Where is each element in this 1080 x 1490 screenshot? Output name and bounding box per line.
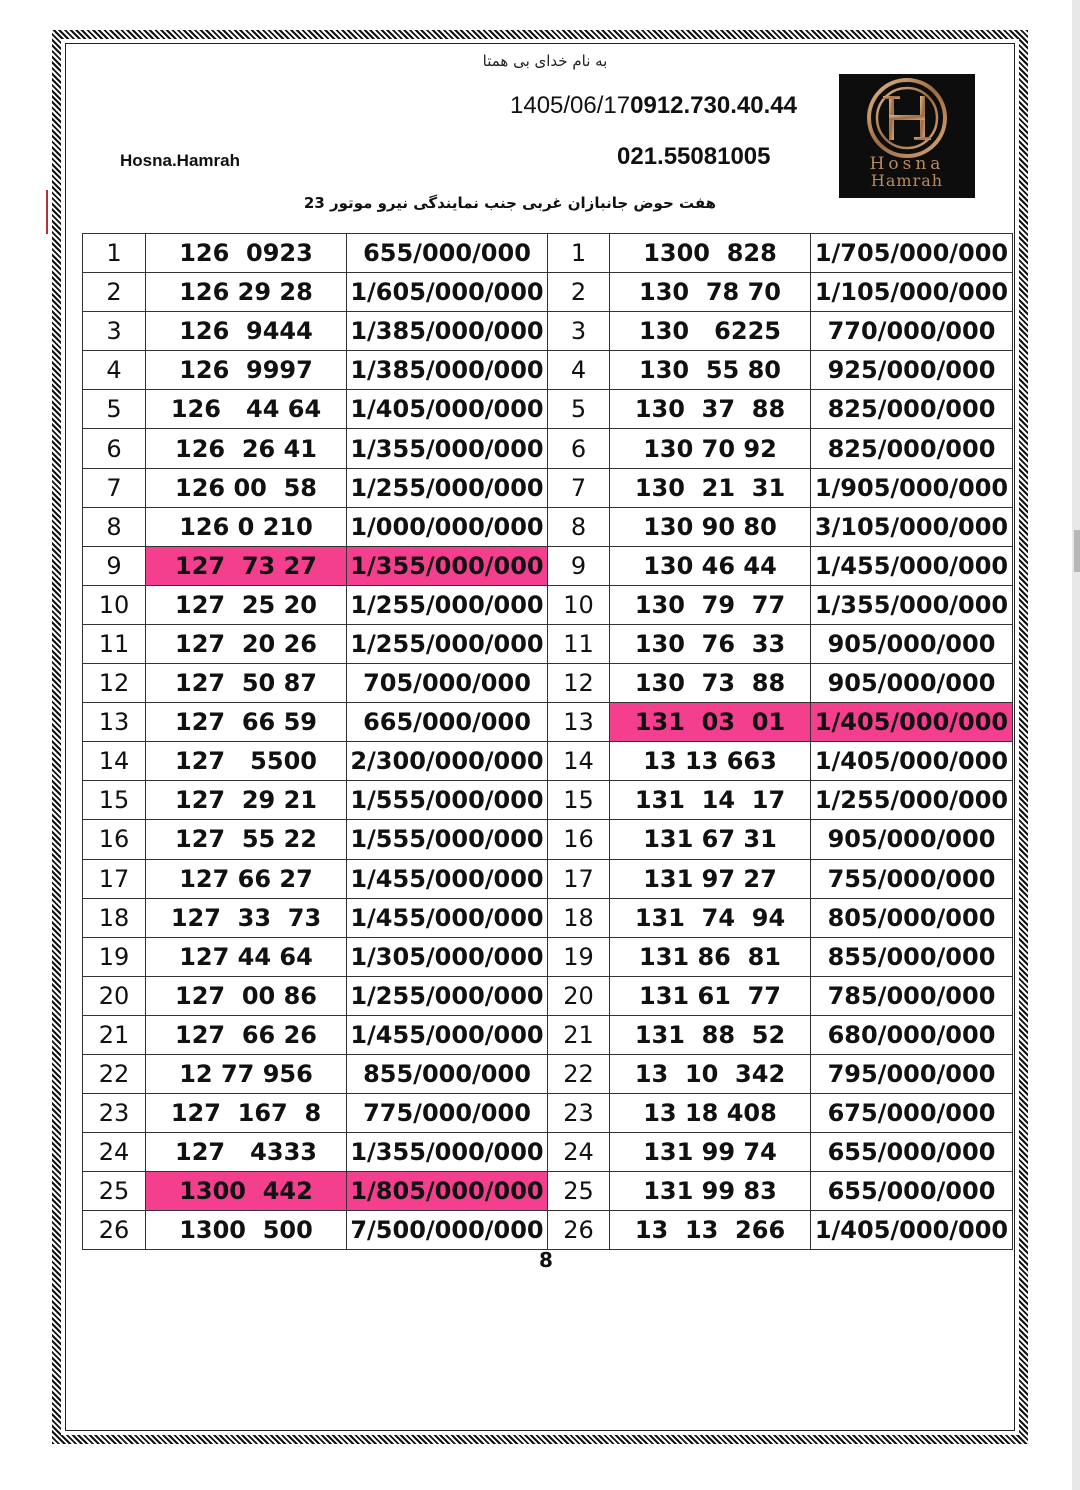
right-index-cell: 20 (548, 976, 610, 1015)
left-index-cell: 26 (83, 1211, 146, 1250)
left-price-cell: 1/555/000/000 (347, 781, 548, 820)
left-number-cell: 127 00 86 (146, 976, 347, 1015)
right-price-cell: 3/105/000/000 (811, 507, 1013, 546)
right-number-cell: 130 90 80 (610, 507, 811, 546)
left-index-cell: 21 (83, 1015, 146, 1054)
table-row (83, 898, 1013, 937)
right-index-cell: 14 (548, 742, 610, 781)
document-date: 1405/06/17 (510, 92, 631, 119)
left-index-cell: 19 (83, 937, 146, 976)
table-row (83, 312, 1013, 351)
table-row (83, 742, 1013, 781)
left-number-cell: 127 44 64 (146, 937, 347, 976)
table-row (83, 703, 1013, 742)
left-number-cell: 126 0923 (146, 234, 347, 273)
left-number-cell: 126 0 210 (146, 507, 347, 546)
brand-name: Hosna.Hamrah (120, 151, 240, 170)
left-index-cell: 6 (83, 429, 146, 468)
left-price-cell: 1/805/000/000 (347, 1172, 548, 1211)
left-index-cell: 17 (83, 859, 146, 898)
left-price-cell: 1/000/000/000 (347, 507, 548, 546)
right-number-cell: 131 74 94 (610, 898, 811, 937)
right-price-cell: 1/705/000/000 (811, 234, 1013, 273)
right-number-cell: 131 67 31 (610, 820, 811, 859)
left-price-cell: 1/255/000/000 (347, 976, 548, 1015)
right-price-cell: 785/000/000 (811, 976, 1013, 1015)
table-row (83, 664, 1013, 703)
left-index-cell: 13 (83, 703, 146, 742)
right-price-cell: 1/255/000/000 (811, 781, 1013, 820)
right-number-cell: 13 18 408 (610, 1094, 811, 1133)
page-number: 8 (539, 1248, 553, 1272)
left-price-cell: 1/455/000/000 (347, 898, 548, 937)
right-price-cell: 655/000/000 (811, 1172, 1013, 1211)
left-index-cell: 23 (83, 1094, 146, 1133)
table-row (83, 1172, 1013, 1211)
right-index-cell: 12 (548, 664, 610, 703)
left-price-cell: 1/385/000/000 (347, 351, 548, 390)
right-price-cell: 755/000/000 (811, 859, 1013, 898)
left-number-cell: 127 167 8 (146, 1094, 347, 1133)
logo-wordmark-line2: Hamrah (870, 171, 944, 190)
right-number-cell: 130 21 31 (610, 468, 811, 507)
table-row (83, 468, 1013, 507)
left-number-cell: 127 55 22 (146, 820, 347, 859)
left-index-cell: 8 (83, 507, 146, 546)
right-number-cell: 130 76 33 (610, 624, 811, 663)
left-number-cell: 127 66 59 (146, 703, 347, 742)
right-number-cell: 130 37 88 (610, 390, 811, 429)
left-price-cell: 775/000/000 (347, 1094, 548, 1133)
right-index-cell: 13 (548, 703, 610, 742)
left-price-cell: 855/000/000 (347, 1054, 548, 1093)
right-index-cell: 9 (548, 546, 610, 585)
right-price-cell: 925/000/000 (811, 351, 1013, 390)
right-index-cell: 4 (548, 351, 610, 390)
left-index-cell: 25 (83, 1172, 146, 1211)
right-number-cell: 130 73 88 (610, 664, 811, 703)
right-price-cell: 1/355/000/000 (811, 585, 1013, 624)
right-index-cell: 7 (548, 468, 610, 507)
right-price-cell: 805/000/000 (811, 898, 1013, 937)
left-index-cell: 16 (83, 820, 146, 859)
right-number-cell: 130 70 92 (610, 429, 811, 468)
right-index-cell: 23 (548, 1094, 610, 1133)
table-row (83, 390, 1013, 429)
number-price-table (82, 233, 1013, 1250)
right-index-cell: 10 (548, 585, 610, 624)
table-row (83, 429, 1013, 468)
right-price-cell: 1/405/000/000 (811, 703, 1013, 742)
left-number-cell: 126 44 64 (146, 390, 347, 429)
right-price-cell: 905/000/000 (811, 624, 1013, 663)
right-price-cell: 1/405/000/000 (811, 742, 1013, 781)
right-index-cell: 15 (548, 781, 610, 820)
left-price-cell: 705/000/000 (347, 664, 548, 703)
left-price-cell: 1/455/000/000 (347, 1015, 548, 1054)
left-number-cell: 127 66 26 (146, 1015, 347, 1054)
right-number-cell: 13 13 663 (610, 742, 811, 781)
right-index-cell: 2 (548, 273, 610, 312)
right-number-cell: 131 99 83 (610, 1172, 811, 1211)
right-number-cell: 131 86 81 (610, 937, 811, 976)
left-index-cell: 5 (83, 390, 146, 429)
table-row (83, 781, 1013, 820)
right-price-cell: 795/000/000 (811, 1054, 1013, 1093)
left-number-cell: 127 73 27 (146, 546, 347, 585)
table-row (83, 234, 1013, 273)
scroll-marker (1074, 530, 1080, 572)
right-price-cell: 1/455/000/000 (811, 546, 1013, 585)
right-index-cell: 1 (548, 234, 610, 273)
mobile-phone: 0912.730.40.44 (630, 92, 797, 119)
right-price-cell: 1/405/000/000 (811, 1211, 1013, 1250)
left-index-cell: 4 (83, 351, 146, 390)
left-price-cell: 1/555/000/000 (347, 820, 548, 859)
table-row (83, 546, 1013, 585)
left-price-cell: 1/255/000/000 (347, 585, 548, 624)
right-number-cell: 131 88 52 (610, 1015, 811, 1054)
table-row (83, 1133, 1013, 1172)
right-index-cell: 16 (548, 820, 610, 859)
left-index-cell: 10 (83, 585, 146, 624)
date-phone-line (510, 92, 830, 120)
left-index-cell: 7 (83, 468, 146, 507)
table-row (83, 507, 1013, 546)
left-price-cell: 1/605/000/000 (347, 273, 548, 312)
left-index-cell: 18 (83, 898, 146, 937)
left-number-cell: 126 00 58 (146, 468, 347, 507)
left-number-cell: 126 9444 (146, 312, 347, 351)
right-index-cell: 25 (548, 1172, 610, 1211)
right-index-cell: 19 (548, 937, 610, 976)
right-price-cell: 655/000/000 (811, 1133, 1013, 1172)
left-index-cell: 15 (83, 781, 146, 820)
right-index-cell: 5 (548, 390, 610, 429)
left-number-cell: 126 9997 (146, 351, 347, 390)
right-number-cell: 131 03 01 (610, 703, 811, 742)
right-number-cell: 130 6225 (610, 312, 811, 351)
right-index-cell: 21 (548, 1015, 610, 1054)
right-index-cell: 6 (548, 429, 610, 468)
table-row (83, 351, 1013, 390)
left-index-cell: 9 (83, 546, 146, 585)
logo-wordmark-line1: Hosna (869, 154, 945, 174)
brand-logo (839, 74, 975, 198)
right-price-cell: 1/105/000/000 (811, 273, 1013, 312)
table-row (83, 820, 1013, 859)
right-number-cell: 13 10 342 (610, 1054, 811, 1093)
right-price-cell: 825/000/000 (811, 390, 1013, 429)
table-row (83, 1211, 1013, 1250)
table-row (83, 937, 1013, 976)
bismillah-heading: به نام خدای بی همتا (482, 52, 608, 70)
right-index-cell: 24 (548, 1133, 610, 1172)
right-number-cell: 130 79 77 (610, 585, 811, 624)
left-price-cell: 2/300/000/000 (347, 742, 548, 781)
address-subtitle: هفت حوض جانبازان غربی جنب نمایندگی نیرو موتور 23 (303, 194, 717, 212)
left-number-cell: 127 29 21 (146, 781, 347, 820)
table-row (83, 585, 1013, 624)
right-number-cell: 1300 828 (610, 234, 811, 273)
left-price-cell: 7/500/000/000 (347, 1211, 548, 1250)
table-row (83, 976, 1013, 1015)
left-index-cell: 11 (83, 624, 146, 663)
left-price-cell: 1/355/000/000 (347, 429, 548, 468)
right-index-cell: 17 (548, 859, 610, 898)
table-body (83, 234, 1013, 1250)
left-number-cell: 127 5500 (146, 742, 347, 781)
left-price-cell: 1/255/000/000 (347, 468, 548, 507)
left-index-cell: 20 (83, 976, 146, 1015)
left-index-cell: 3 (83, 312, 146, 351)
table-row (83, 624, 1013, 663)
right-price-cell: 905/000/000 (811, 820, 1013, 859)
left-number-cell: 127 25 20 (146, 585, 347, 624)
right-index-cell: 11 (548, 624, 610, 663)
edge-mark (46, 190, 48, 234)
table-row (83, 273, 1013, 312)
left-number-cell: 126 26 41 (146, 429, 347, 468)
left-number-cell: 127 4333 (146, 1133, 347, 1172)
page-edge-strip (1072, 0, 1080, 1490)
right-index-cell: 18 (548, 898, 610, 937)
right-number-cell: 131 61 77 (610, 976, 811, 1015)
left-price-cell: 1/305/000/000 (347, 937, 548, 976)
left-number-cell: 1300 500 (146, 1211, 347, 1250)
right-price-cell: 680/000/000 (811, 1015, 1013, 1054)
left-index-cell: 24 (83, 1133, 146, 1172)
left-index-cell: 22 (83, 1054, 146, 1093)
right-number-cell: 131 99 74 (610, 1133, 811, 1172)
left-number-cell: 1300 442 (146, 1172, 347, 1211)
right-number-cell: 130 55 80 (610, 351, 811, 390)
left-number-cell: 126 29 28 (146, 273, 347, 312)
left-price-cell: 1/355/000/000 (347, 546, 548, 585)
landline-phone: 021.55081005 (617, 143, 771, 170)
table-row (83, 859, 1013, 898)
table-row (83, 1094, 1013, 1133)
left-index-cell: 12 (83, 664, 146, 703)
left-price-cell: 665/000/000 (347, 703, 548, 742)
right-price-cell: 825/000/000 (811, 429, 1013, 468)
left-index-cell: 14 (83, 742, 146, 781)
left-number-cell: 127 50 87 (146, 664, 347, 703)
right-index-cell: 8 (548, 507, 610, 546)
right-number-cell: 131 14 17 (610, 781, 811, 820)
right-index-cell: 3 (548, 312, 610, 351)
left-number-cell: 127 20 26 (146, 624, 347, 663)
left-number-cell: 127 33 73 (146, 898, 347, 937)
right-price-cell: 855/000/000 (811, 937, 1013, 976)
left-index-cell: 1 (83, 234, 146, 273)
right-index-cell: 26 (548, 1211, 610, 1250)
table-row (83, 1015, 1013, 1054)
left-price-cell: 1/455/000/000 (347, 859, 548, 898)
right-price-cell: 905/000/000 (811, 664, 1013, 703)
right-index-cell: 22 (548, 1054, 610, 1093)
left-number-cell: 127 66 27 (146, 859, 347, 898)
left-price-cell: 1/385/000/000 (347, 312, 548, 351)
right-number-cell: 130 78 70 (610, 273, 811, 312)
table-row (83, 1054, 1013, 1093)
left-price-cell: 1/355/000/000 (347, 1133, 548, 1172)
right-number-cell: 131 97 27 (610, 859, 811, 898)
right-number-cell: 130 46 44 (610, 546, 811, 585)
right-number-cell: 13 13 266 (610, 1211, 811, 1250)
right-price-cell: 675/000/000 (811, 1094, 1013, 1133)
left-number-cell: 12 77 956 (146, 1054, 347, 1093)
left-price-cell: 655/000/000 (347, 234, 548, 273)
left-index-cell: 2 (83, 273, 146, 312)
left-price-cell: 1/405/000/000 (347, 390, 548, 429)
right-price-cell: 1/905/000/000 (811, 468, 1013, 507)
right-price-cell: 770/000/000 (811, 312, 1013, 351)
left-price-cell: 1/255/000/000 (347, 624, 548, 663)
